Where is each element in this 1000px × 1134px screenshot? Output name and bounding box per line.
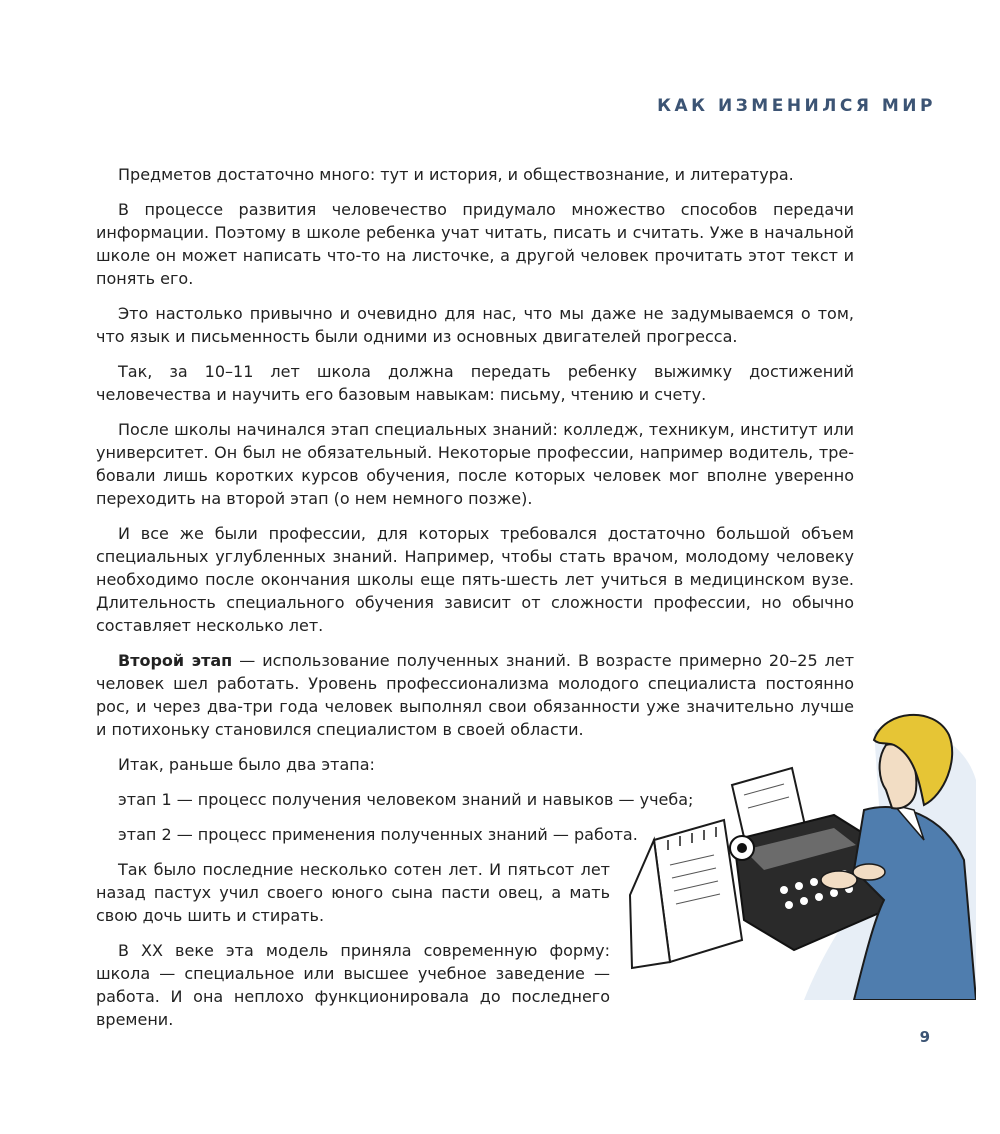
paragraph: И все же были профессии, для которых требовался достаточно большой объем специальных углубленных знаний. Например, чтобы стать врачом, молодому человеку необходимо после окончания школы еще пять-шесть лет учиться в медицинском вузе. Длительность специального обучения зависит от сложности профессии, но обычно составляет несколько лет. [96,524,854,635]
typist-illustration [624,700,976,1000]
bold-term: Второй этап [118,651,233,670]
paragraph: Предметов достаточно много: тут и история, и обществознание, и литература. [118,165,794,184]
paragraph: Так, за 10–11 лет школа должна передать ребенку выжимку достижений человечества и научить его базовым навыкам: письму, чтению и счету. [96,362,854,404]
running-title: КАК ИЗМЕНИЛСЯ МИР [657,96,936,116]
paragraph: В процессе развития человечество придумало множество способов передачи информации. Поэтому в школе ребенка учат читать, писать и считать. Уже в начальной школе он может написать что-то на листочке, а другой человек прочитать этот текст и понять его. [96,200,854,288]
paragraph: Это настолько привычно и очевидно для нас, что мы даже не задумываемся о том, что язык и письменность были одними из основных двигателей прогресса. [96,304,854,346]
paragraph: Так было последние несколько сотен лет. И пятьсот лет назад пастух учил своего юного сына пасти овец, а мать свою дочь шить и стирать. [96,860,610,925]
paragraph: Итак, раньше было два этапа: [118,755,375,774]
paragraph: этап 1 — процесс получения человеком знаний и навыков — учеба; [118,790,694,809]
paragraph: В XX веке эта модель приняла современную форму: школа — специальное или высшее учебное заведение — работа. И она неплохо функционировала до последнего времени. [96,941,610,1029]
paragraph: После школы начинался этап специальных знаний: колледж, техникум, институт или университет. Он был не обязательный. Некоторые профессии, например водитель, требовали лишь коротких курсов обучения, после которых человек мог вполне уверенно переходить на второй этап (о нем немного позже). [96,420,854,508]
page-number: 9 [919,1028,930,1046]
paragraph-rest: — использование полученных знаний. В возрасте примерно 20–25 лет человек шел работать. Уровень профессионализма молодого специалиста постоянно рос, и через два-три года человек выполнял свои обязанности уже значительно лучше и потихоньку становился специалистом в своей области. [96,651,855,739]
paragraph: этап 2 — процесс применения полученных знаний — работа. [118,825,638,844]
